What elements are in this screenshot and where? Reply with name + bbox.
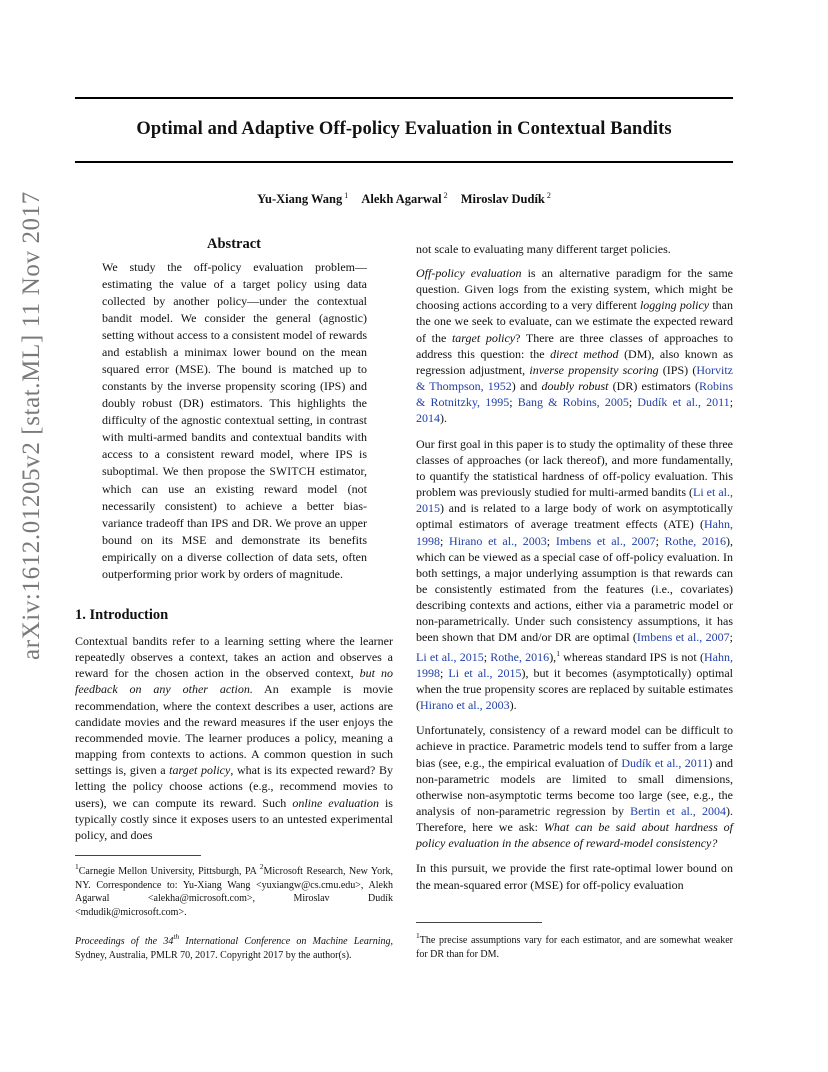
footnote-rule [75,855,201,856]
citation-link[interactable]: Rothe, 2016 [664,533,727,548]
right-column [416,241,733,893]
citation-link[interactable]: 2014 [416,411,440,426]
assumptions-footnote: $^1$The precise assumptions vary for each estimator, and are somewhat weaker for DR than for DM. [416,931,733,960]
title-rule-top [75,97,733,99]
affiliation-footnote: $^1$Carnegie Mellon University, Pittsburgh, PA $^2$Microsoft Research, New York, NY. Correspondence to: Yu-Xiang Wang <yuxiangw@cs.cmu.edu>, Alekh Agarwal <alekha@microsoft.com>, Miroslav Dudík <mdudik@microsoft.com>. [75,862,393,919]
footnote-rule [416,922,542,923]
citation-link[interactable]: Hahn, 1998 [416,517,733,548]
citation-link[interactable]: Hirano et al., 2003 [420,698,510,713]
citation-link[interactable]: Rothe, 2016 [490,649,550,664]
abstract-heading: Abstract [207,236,261,252]
intro-paragraph: Contextual bandits refer to a learning setting where the learner repeatedly observes a context, takes an action and observes a reward for the chosen action in the observed context, but no feedback on any other action. An example is movie recommendation, where the context describes a user, actions are candidate movies and the reward measures if the user enjoys the recommended movie. The learner produces a policy, meaning a mapping from contexts to actions. A common question in such settings is, given a target policy, what is its expected reward? By letting the policy choose actions (e.g., recommend movies to users), we can compute its reward. Such online evaluation is typically costly since it exposes users to an untested experimental policy, and does [75,634,393,842]
citation-link[interactable]: Hirano et al., 2003 [449,533,547,548]
first-goal-paragraph: Our first goal in this paper is to study the optimality of these three classes of approaches (or lack thereof), and more fundamentally, to quantify the statistical hardness of off-policy evaluation. This problem was previously studied for multi-armed bandits (Li et al., 2015) and is related to a large body of work on asymptotically optimal estimators of average treatment effects (ATE) (Hahn, 1998; Hirano et al., 2003; Imbens et al., 2007; Rothe, 2016), which can be viewed as a special case of off-policy evaluation. In both settings, a major underlying assumption is that rewards can be consistently estimated from the features (i.e., covariates) describing contexts and actions, either via a parametric model or non-parametrically. Under such consistency assumptions, it has been shown that DM and/or DR are optimal (Imbens et al., 2007; Li et al., 2015; Rothe, 2016),$^1$ whereas standard IPS is not (Hahn, 1998; Li et al., 2015), but it becomes (asymptotically) optimal when the true propensity scores are replaced by suitable estimates (Hirano et al., 2003). [416,436,734,713]
author: Alekh Agarwal $^2$ [361,191,448,206]
citation-link[interactable]: Li et al., 2015 [416,649,484,664]
arxiv-identifier: arXiv:1612.01205v2 [stat.ML] 11 Nov 2017 [18,191,45,660]
citation-link[interactable]: Robins & Rotnitzky, 1995 [416,379,734,410]
proceedings-note: Proceedings of the 34th International Conference on Machine Learning, Sydney, Australia, PMLR 70, 2017. Copyright 2017 by the author(s). [75,932,394,961]
consistency-paragraph: Unfortunately, consistency of a reward model can be difficult to achieve in practice. Parametric models tend to suffer from a large bias (see, e.g., the empirical evaluation of Dudík et al., 2011) and non-parametric models are limited to small dimensions, otherwise non-asymptotic terms become too large (see, e.g., the analysis of non-parametric regression by Bertin et al., 2004). Therefore, here we ask: What can be said about hardness of policy evaluation in the absence of reward-model consistency? [416,723,734,851]
citation-link[interactable]: Hahn, 1998 [416,649,734,680]
off-policy-paragraph: Off-policy evaluation is an alternative paradigm for the same question. Given logs from the existing system, which might be choosing actions according to a very different logging policy than the one we seek to evaluate, can we estimate the expected reward of the target policy? There are three classes of approaches to address this question: the direct method (DM), also known as regression adjustment, inverse propensity scoring (IPS) (Horvitz & Thompson, 1952) and doubly robust (DR) estimators (Robins & Rotnitzky, 1995; Bang & Robins, 2005; Dudík et al., 2011; 2014). [416,266,734,426]
citation-link[interactable]: Dudík et al., 2011 [621,755,709,770]
citation-link[interactable]: Li et al., 2015 [416,485,733,516]
author-list [75,191,733,207]
title-rule-bottom [75,161,733,163]
citation-link[interactable]: Bang & Robins, 2005 [517,395,629,410]
continued-text: not scale to evaluating many different target policies. [416,242,671,256]
pursuit-paragraph: In this pursuit, we provide the first rate-optimal lower bound on the mean-squared error (MSE) for off-policy evaluation [416,861,733,892]
author: Yu-Xiang Wang $^1$ [257,191,349,206]
citation-link[interactable]: Imbens et al., 2007 [636,630,730,645]
citation-link[interactable]: Bertin et al., 2004 [630,804,726,818]
section-heading-introduction: 1. Introduction [75,607,169,623]
author: Miroslav Dudík $^2$ [460,191,551,206]
citation-link[interactable]: Horvitz & Thompson, 1952 [416,362,733,394]
paper-title: Optimal and Adaptive Off-policy Evaluation in Contextual Bandits [136,119,672,139]
left-column [75,236,393,843]
citation-link[interactable]: Li et al., 2015 [448,665,522,680]
abstract-body: We study the off-policy evaluation problem—estimating the value of a target policy using data collected by another policy—under the contextual bandit model. We consider the general (agnostic) setting without access to a consistent model of rewards and establish a minimax lower bound on the mean squared error (MSE). The bound is matched up to constants by the inverse propensity scoring (IPS) and doubly robust (DR) estimators. This highlights the difficulty of the agnostic contextual setting, in contrast with multi-armed bandits and contextual bandits with access to a consistent reward model, where IPS is suboptimal. We then propose the SWITCH estimator, which can use an existing reward model (not necessarily consistent) to achieve a better bias-variance tradeoff than IPS and DR. We prove an upper bound on its MSE and demonstrate its benefits empirically on a diverse collection of data sets, often outperforming prior work by orders of magnitude. [102,260,367,581]
footnote-marker: 1 [556,648,560,658]
citation-link[interactable]: Dudík et al., 2011 [637,395,730,410]
citation-link[interactable]: Imbens et al., 2007 [555,533,656,548]
switch-estimator-name: SWITCH [269,466,316,478]
